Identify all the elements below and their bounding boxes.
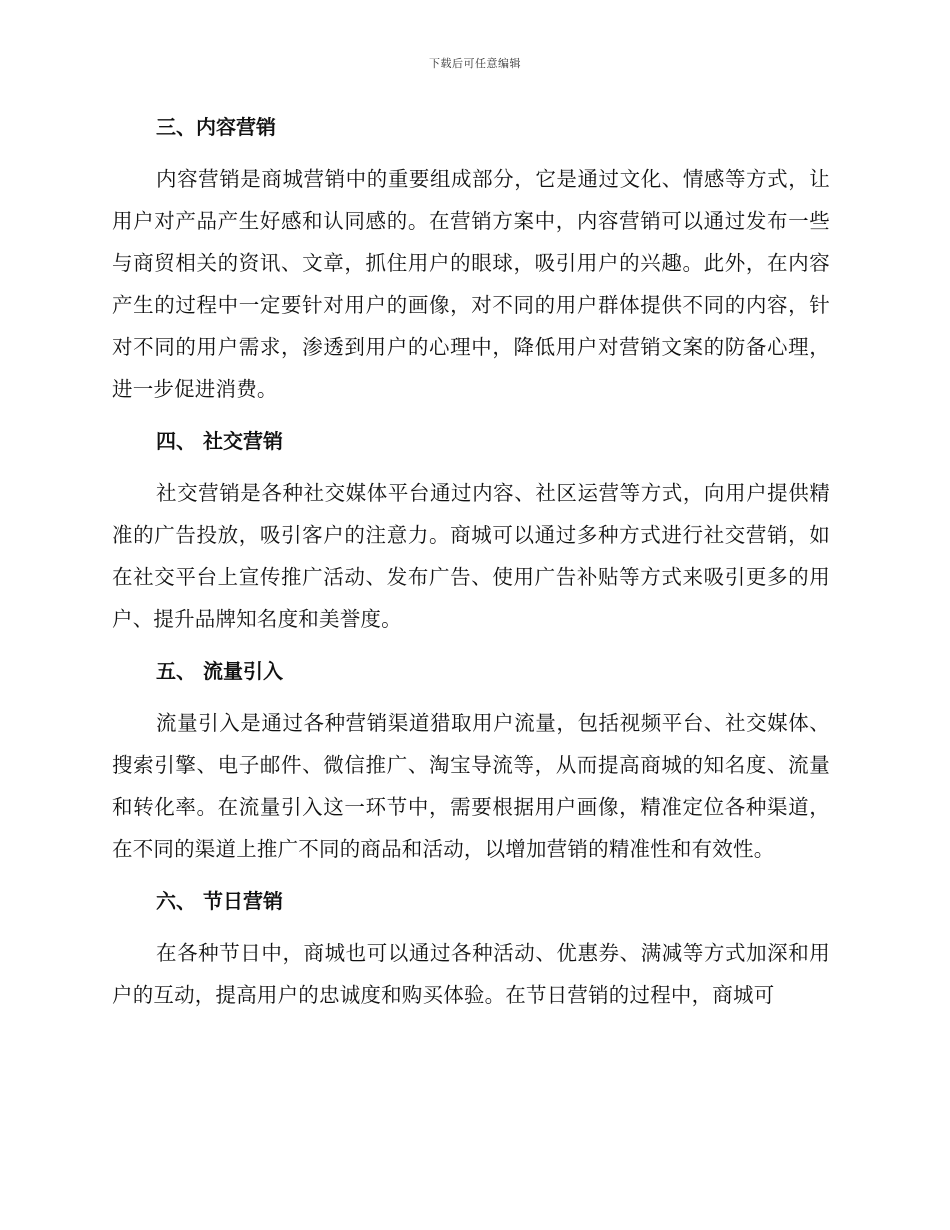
section-paragraph: 流量引入是通过各种营销渠道猎取用户流量，包括视频平台、社交媒体、搜索引擎、电子邮件、微信推广、淘宝导流等，从而提高商城的知名度、流量和转化率。在流量引入这一环节中，需要根据用户画像，精准定位各种渠道，在不同的渠道上推广不同的商品和活动，以增加营销的精准性和有效性。 xyxy=(112,711,830,861)
document-body xyxy=(112,106,830,1026)
section-paragraph: 内容营销是商城营销中的重要组成部分，它是通过文化、情感等方式，让用户对产品产生好感和认同感的。在营销方案中，内容营销可以通过发布一些与商贸相关的资讯、文章，抓住用户的眼球，吸引用户的兴趣。此外，在内容产生的过程中一定要针对用户的画像，对不同的用户群体提供不同的内容，针对不同的用户需求，渗透到用户的心理中，降低用户对营销文案的防备心理，进一步促进消费。 xyxy=(112,167,830,401)
section-heading: 五、 流量引入 xyxy=(156,659,283,683)
section-heading: 四、 社交营销 xyxy=(156,429,283,453)
section-paragraph: 在各种节日中，商城也可以通过各种活动、优惠券、满减等方式加深和用户的互动，提高用户的忠诚度和购买体验。在节日营销的过程中，商城可 xyxy=(112,941,830,1007)
section-heading: 三、内容营销 xyxy=(156,115,276,139)
section-traffic-acquisition xyxy=(112,650,830,870)
section-social-marketing xyxy=(112,420,830,640)
page-header-note: 下载后可任意编辑 xyxy=(429,57,521,70)
section-paragraph: 社交营销是各种社交媒体平台通过内容、社区运营等方式，向用户提供精准的广告投放，吸引客户的注意力。商城可以通过多种方式进行社交营销，如在社交平台上宣传推广活动、发布广告、使用广告补贴等方式来吸引更多的用户、提升品牌知名度和美誉度。 xyxy=(112,481,830,631)
section-holiday-marketing xyxy=(112,880,830,1016)
section-content-marketing xyxy=(112,106,830,410)
section-heading: 六、 节日营销 xyxy=(156,889,283,913)
